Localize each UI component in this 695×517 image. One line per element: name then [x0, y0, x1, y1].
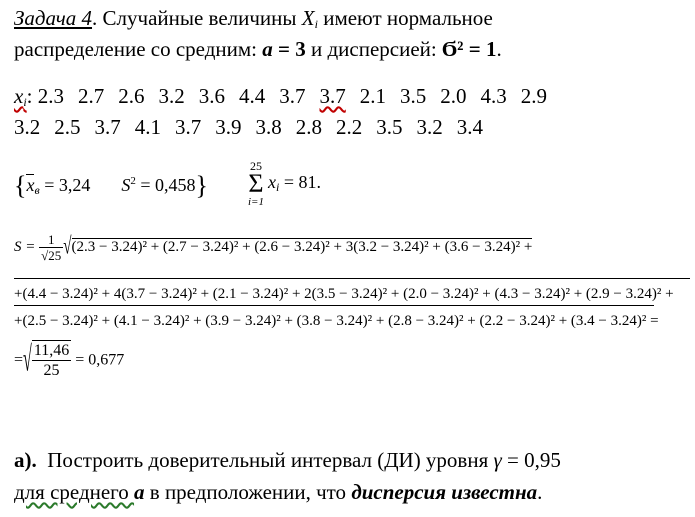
sum-expression [248, 160, 321, 208]
result-sqrt-sign: √ [23, 341, 32, 379]
formula-line-3 [14, 305, 659, 330]
right-brace: } [195, 171, 208, 200]
sample-value: 3.7 [175, 115, 202, 139]
mean-subscript: в [34, 183, 40, 197]
task-line-2-end: . [496, 37, 502, 61]
sum-lower-limit: i=1 [248, 196, 264, 208]
formula-line-1 [14, 232, 532, 263]
task-line-2-text: распределение со средним: [14, 37, 263, 61]
part-a-end: . [537, 480, 543, 504]
mean-value: = 3,24 [39, 175, 91, 195]
part-a-mean-var: a [134, 480, 145, 504]
sample-value: 2.2 [336, 115, 363, 139]
sample-value: 3.9 [215, 115, 242, 139]
part-a-text-3: в предположении, что [144, 480, 352, 504]
formula-line-4 [14, 340, 124, 380]
sample-values-row-1 [38, 84, 561, 108]
mean-param-label: a [262, 37, 273, 61]
task-line-1-end: имеют нормальное [317, 6, 493, 30]
sample-value: 3.2 [416, 115, 443, 139]
sum-var-x: x [267, 171, 276, 192]
sample-value: 4.1 [134, 115, 161, 139]
sum-sign: Σ [248, 169, 264, 198]
part-a-label: а). [14, 448, 37, 472]
sum-value: = 81. [279, 171, 321, 192]
sample-label [14, 84, 27, 108]
formula-term-line-3: +(2.5 − 3.24)² + (4.1 − 3.24)² + (3.9 − 3.24)² + (3.8 − 3.24)² + (2.8 − 3.24)² + (2.2 − 3.24)² + (3.4 − 3.24)² = [14, 313, 659, 329]
sqrt-25: 25 [48, 248, 62, 263]
task-title: Задача 4 [14, 6, 93, 30]
part-a-emphasis: дисперсия известна [351, 480, 538, 504]
mean-param-value: = 3 [272, 37, 306, 61]
big-sqrt-sign: √ [63, 234, 72, 260]
mean-symbol: x [26, 175, 35, 195]
s2-superscript: 2 [130, 175, 136, 187]
sum-upper-limit: 25 [249, 159, 262, 173]
sample-value: 3.6 [198, 84, 226, 108]
sample-value: 4.4 [239, 84, 266, 108]
sample-value: 3.7 [279, 84, 306, 108]
formula-one-over-sqrt25 [39, 232, 63, 263]
sample-row-1 [14, 84, 561, 114]
formula-s-label: S = [14, 238, 36, 255]
result-fraction [32, 340, 71, 380]
sample-values-row-2 [14, 115, 497, 139]
sample-value: 2.9 [520, 84, 548, 108]
sample-value: 3.5 [376, 115, 403, 139]
result-numerator: 11,46 [33, 342, 70, 359]
part-a-text-1: Построить доверительный интервал (ДИ) уровня [36, 448, 494, 472]
sum-var-sub: i [275, 179, 280, 194]
variable-X-subscript: i [314, 17, 318, 31]
sample-value: 3.7 [319, 84, 346, 108]
sample-label-sub: i [23, 95, 27, 109]
task-line-2-middle: и дисперсией: [305, 37, 442, 61]
part-a-line-2 [14, 480, 542, 504]
variance-param: Ϭ² = 1 [441, 37, 497, 61]
sample-value: 2.0 [440, 84, 467, 108]
left-brace: { [14, 171, 27, 200]
gamma-value: = 0,95 [501, 448, 561, 472]
frac-denominator: √25 [41, 248, 62, 263]
sample-value: 2.6 [118, 84, 145, 108]
sample-value: 4.3 [480, 84, 507, 108]
sample-value: 2.3 [37, 84, 65, 108]
variable-X: X [301, 6, 315, 30]
task-line-1-text: . Случайные величины [92, 6, 302, 30]
formula-term-line-1: (2.3 − 3.24)² + (2.7 − 3.24)² + (2.6 − 3.24)² + 3(3.2 − 3.24)² + (3.6 − 3.24)² + [71, 238, 533, 255]
sample-value: 2.7 [78, 84, 105, 108]
sample-value: 3.8 [255, 115, 282, 139]
sum-variable [268, 172, 321, 192]
gamma-symbol: γ [493, 448, 502, 472]
s2-value: = 0,458 [135, 175, 196, 195]
formula-equals: = [14, 351, 24, 369]
sample-value: 3.4 [456, 115, 483, 139]
s2-symbol: S [121, 175, 131, 195]
frac-numerator: 1 [39, 232, 63, 248]
part-a-text-2: для среднего [14, 480, 135, 504]
formula-line-2 [14, 278, 690, 303]
sample-value: 2.5 [54, 115, 81, 139]
sample-row-2 [14, 115, 497, 139]
result-value: = 0,677 [75, 351, 125, 369]
sample-value: 3.5 [400, 84, 427, 108]
result-denominator: 25 [43, 362, 60, 379]
sample-value: 3.2 [158, 84, 185, 108]
formula-term-line-2: +(4.4 − 3.24)² + 4(3.7 − 3.24)² + (2.1 − 3.24)² + 2(3.5 − 3.24)² + (2.0 − 3.24)² + (4.3 − 3.24)² + (2.9 − 3.24)² + [14, 286, 674, 302]
sample-value: 2.1 [359, 84, 387, 108]
sample-label-x: x [14, 84, 24, 108]
stats-line [14, 170, 208, 201]
part-a-line-1 [14, 448, 561, 472]
sample-value: 3.7 [94, 115, 121, 139]
sample-colon: : [26, 84, 33, 108]
sample-value: 2.8 [295, 115, 322, 139]
sample-value: 3.2 [14, 115, 41, 139]
task-line-1 [14, 6, 493, 36]
task-line-2 [14, 37, 502, 61]
